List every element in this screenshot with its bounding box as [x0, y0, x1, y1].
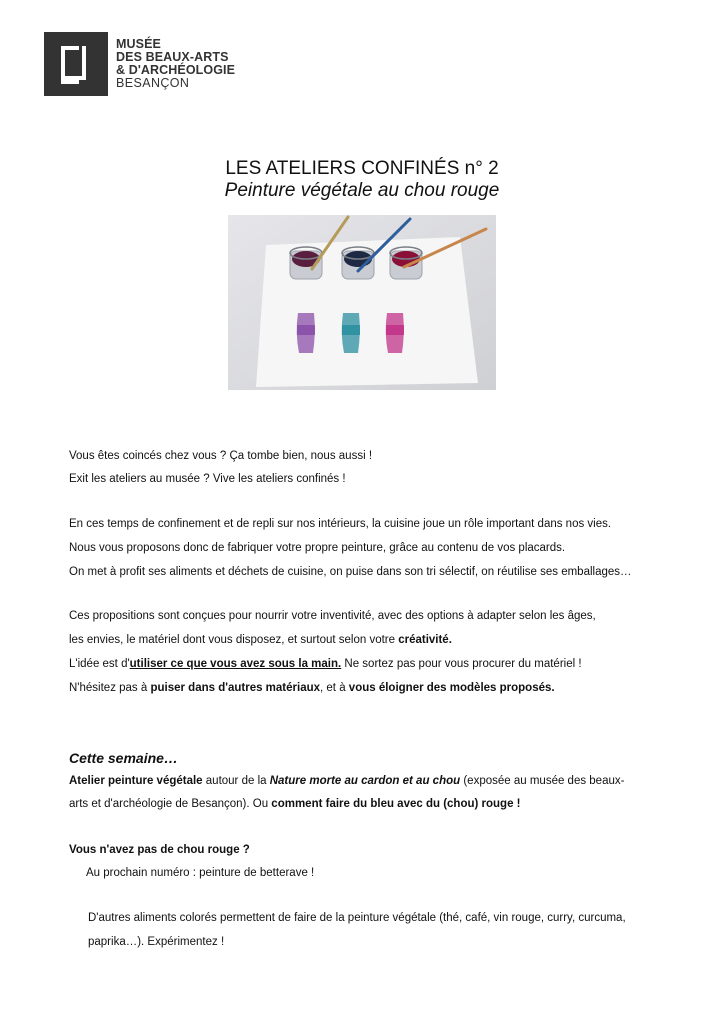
- proposals-line-3: L'idée est d'utiliser ce que vous avez sous la main. Ne sortez pas pour vous procurer du matériel !: [69, 658, 582, 670]
- museum-logo: [44, 32, 235, 96]
- logo-line2: DES BEAUX-ARTS: [116, 50, 229, 64]
- context-line-3: On met à profit ses aliments et déchets de cuisine, on puise dans son tri sélectif, on réutilise ses emballages…: [69, 566, 632, 578]
- paint-jars-photo: [228, 215, 496, 390]
- use-what-you-have-emphasis: utiliser ce que vous avez sous la main.: [129, 658, 342, 670]
- logo-line3: & D'ARCHÉOLOGIE: [116, 63, 236, 77]
- logo-line1: MUSÉE: [116, 37, 161, 51]
- logo-line4: BESANÇON: [116, 76, 190, 90]
- week-heading: Cette semaine…: [69, 750, 178, 766]
- nochou-heading: Vous n'avez pas de chou rouge ?: [69, 844, 250, 856]
- proposals-line-2: les envies, le matériel dont vous disposez, et surtout selon votre créativité.: [69, 634, 452, 646]
- paint-swatch-band: [297, 325, 315, 335]
- move-away-emphasis: vous éloigner des modèles proposés.: [348, 682, 555, 694]
- week-line-1: Atelier peinture végétale autour de la Nature morte au cardon et au chou (exposée au musée des beaux-: [69, 775, 625, 787]
- context-line-1: En ces temps de confinement et de repli sur nos intérieurs, la cuisine joue un rôle important dans nos vies.: [69, 518, 612, 530]
- context-line-2: Nous vous proposons donc de fabriquer votre propre peinture, grâce au contenu de vos placards.: [69, 542, 566, 554]
- nochou-line: Au prochain numéro : peinture de betterave !: [86, 867, 315, 879]
- proposals-line-1: Ces propositions sont conçues pour nourrir votre inventivité, avec des options à adapter selon les âges,: [69, 610, 596, 622]
- week-line-2: arts et d'archéologie de Besançon). Ou comment faire du bleu avec du (chou) rouge !: [69, 798, 521, 810]
- other-foods-line-1: D'autres aliments colorés permettent de faire de la peinture végétale (thé, café, vin rouge, curry, curcuma,: [88, 912, 626, 924]
- logo-mark: [44, 32, 108, 96]
- paint-jar: [390, 247, 422, 279]
- logo-text: [116, 38, 235, 90]
- paint-swatch-band: [342, 325, 360, 335]
- creativity-emphasis: créativité.: [398, 634, 452, 646]
- other-materials-emphasis: puiser dans d'autres matériaux: [150, 682, 321, 694]
- proposals-line-4: N'hésitez pas à puiser dans d'autres matériaux, et à vous éloigner des modèles proposés.: [69, 682, 555, 694]
- page-title: LES ATELIERS CONFINÉS n° 2: [225, 158, 499, 179]
- other-foods-line-2: paprika…). Expérimentez !: [88, 936, 225, 948]
- paint-swatch-band: [386, 325, 404, 335]
- intro-line-1: Vous êtes coincés chez vous ? Ça tombe bien, nous aussi !: [69, 450, 373, 462]
- page-subtitle: Peinture végétale au chou rouge: [224, 180, 500, 201]
- artwork-title: Nature morte au cardon et au chou: [269, 775, 461, 787]
- intro-line-2: Exit les ateliers au musée ? Vive les ateliers confinés !: [69, 473, 346, 485]
- paint-jar: [342, 247, 374, 279]
